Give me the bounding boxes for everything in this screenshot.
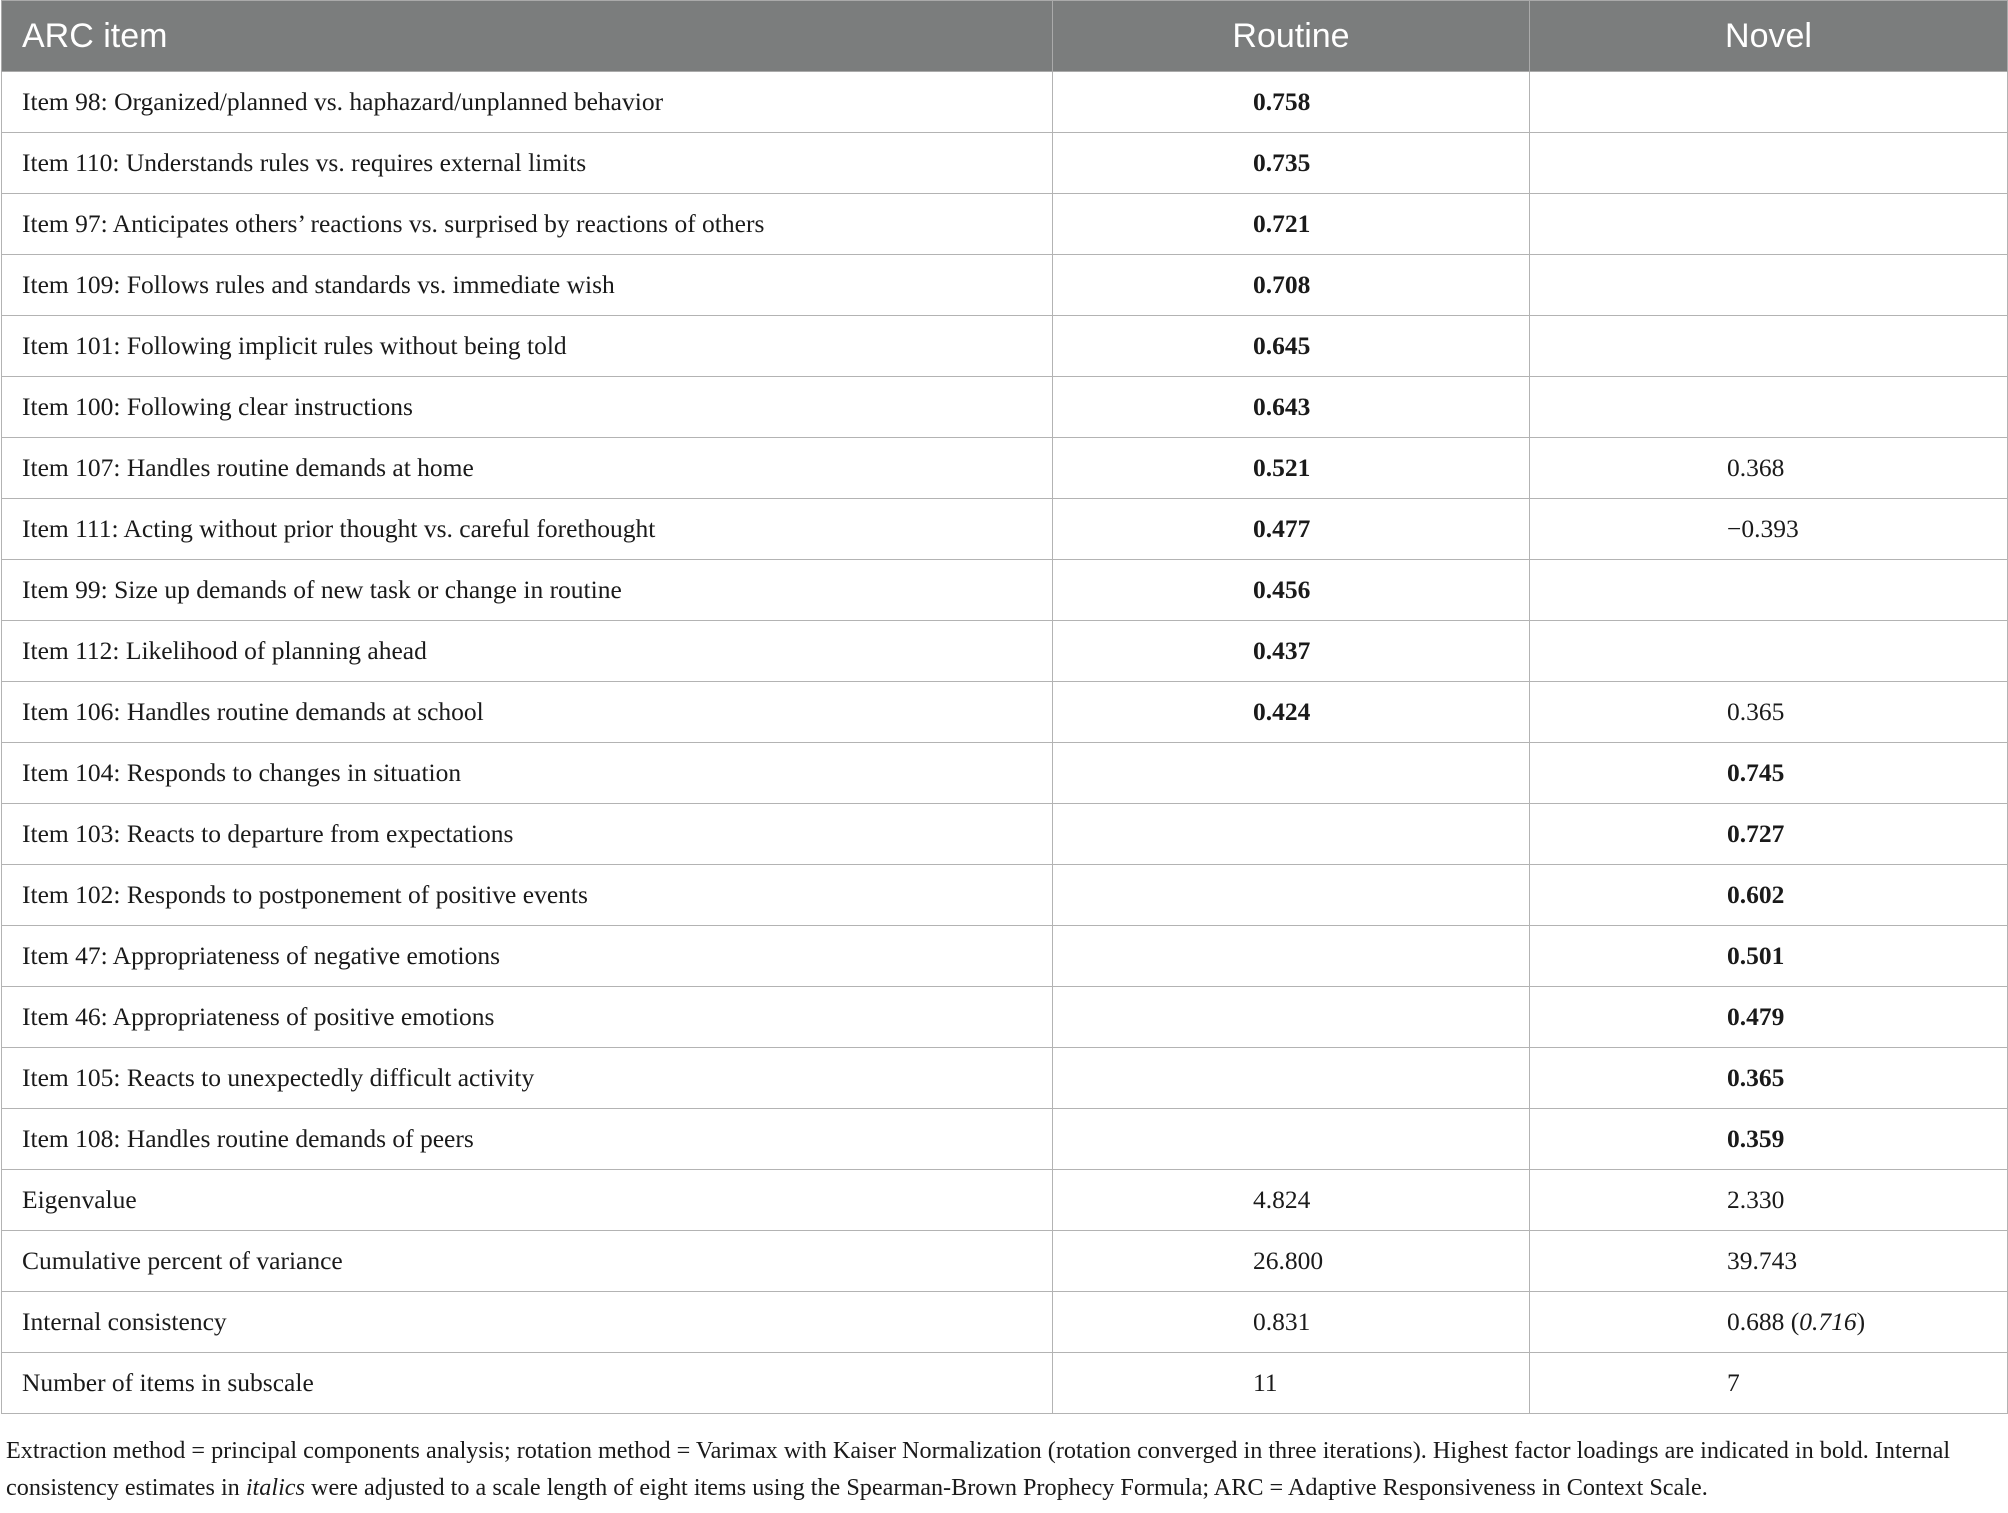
row-label: Eigenvalue — [2, 1170, 1053, 1231]
novel-value: 0.602 — [1530, 865, 2008, 926]
routine-value: 4.824 — [1053, 1170, 1530, 1231]
novel-value — [1530, 560, 2008, 621]
novel-value — [1530, 377, 2008, 438]
table-row — [2, 133, 2008, 194]
table-row — [2, 865, 2008, 926]
table-row — [2, 499, 2008, 560]
novel-value — [1530, 621, 2008, 682]
row-label: Cumulative percent of variance — [2, 1231, 1053, 1292]
row-label: Item 98: Organized/planned vs. haphazard/unplanned behavior — [2, 72, 1053, 133]
routine-value: 11 — [1053, 1353, 1530, 1414]
row-label: Number of items in subscale — [2, 1353, 1053, 1414]
row-label: Item 101: Following implicit rules without being told — [2, 316, 1053, 377]
novel-value: 39.743 — [1530, 1231, 2008, 1292]
factor-loadings-table — [1, 0, 2008, 1414]
row-label: Item 110: Understands rules vs. requires external limits — [2, 133, 1053, 194]
novel-value — [1530, 133, 2008, 194]
table-row — [2, 72, 2008, 133]
table-row — [2, 316, 2008, 377]
row-label: Item 107: Handles routine demands at home — [2, 438, 1053, 499]
routine-value — [1053, 987, 1530, 1048]
table-row — [2, 804, 2008, 865]
table-footnote — [6, 1432, 2002, 1506]
table-row — [2, 1170, 2008, 1231]
novel-value — [1530, 72, 2008, 133]
row-label: Item 106: Handles routine demands at school — [2, 682, 1053, 743]
table-row — [2, 560, 2008, 621]
row-label: Item 103: Reacts to departure from expectations — [2, 804, 1053, 865]
novel-value-adjusted: 0.716 — [1799, 1307, 1857, 1336]
routine-value: 0.437 — [1053, 621, 1530, 682]
novel-value — [1530, 255, 2008, 316]
header-row — [2, 1, 2008, 72]
novel-value: 0.479 — [1530, 987, 2008, 1048]
novel-value: 0.745 — [1530, 743, 2008, 804]
column-header-arc-item: ARC item — [2, 1, 1053, 72]
table-header — [2, 1, 2008, 72]
novel-value: 2.330 — [1530, 1170, 2008, 1231]
table-row — [2, 1048, 2008, 1109]
novel-value: 0.359 — [1530, 1109, 2008, 1170]
row-label: Item 105: Reacts to unexpectedly difficult activity — [2, 1048, 1053, 1109]
table-body — [2, 72, 2008, 1414]
routine-value: 0.645 — [1053, 316, 1530, 377]
row-label: Internal consistency — [2, 1292, 1053, 1353]
row-label: Item 102: Responds to postponement of positive events — [2, 865, 1053, 926]
routine-value — [1053, 926, 1530, 987]
routine-value — [1053, 865, 1530, 926]
table-row — [2, 743, 2008, 804]
novel-value — [1530, 316, 2008, 377]
row-label: Item 100: Following clear instructions — [2, 377, 1053, 438]
table-row — [2, 621, 2008, 682]
routine-value: 0.735 — [1053, 133, 1530, 194]
routine-value: 0.721 — [1053, 194, 1530, 255]
row-label: Item 111: Acting without prior thought vs. careful forethought — [2, 499, 1053, 560]
routine-value — [1053, 743, 1530, 804]
routine-value: 0.456 — [1053, 560, 1530, 621]
novel-value: 0.688 (0.716) — [1530, 1292, 2008, 1353]
row-label: Item 97: Anticipates others’ reactions vs. surprised by reactions of others — [2, 194, 1053, 255]
table-row — [2, 438, 2008, 499]
novel-value: 7 — [1530, 1353, 2008, 1414]
routine-value: 0.758 — [1053, 72, 1530, 133]
novel-value-main: 0.688 — [1727, 1307, 1785, 1336]
row-label: Item 99: Size up demands of new task or change in routine — [2, 560, 1053, 621]
table-row — [2, 255, 2008, 316]
footnote-italic-word: italics — [245, 1474, 305, 1501]
novel-value: 0.368 — [1530, 438, 2008, 499]
table-row — [2, 1109, 2008, 1170]
novel-value: 0.727 — [1530, 804, 2008, 865]
routine-value: 0.521 — [1053, 438, 1530, 499]
routine-value — [1053, 1048, 1530, 1109]
column-header-novel: Novel — [1530, 1, 2008, 72]
routine-value: 0.643 — [1053, 377, 1530, 438]
row-label: Item 109: Follows rules and standards vs. immediate wish — [2, 255, 1053, 316]
novel-value: −0.393 — [1530, 499, 2008, 560]
novel-value: 0.365 — [1530, 682, 2008, 743]
routine-value: 0.424 — [1053, 682, 1530, 743]
table-row — [2, 194, 2008, 255]
row-label: Item 112: Likelihood of planning ahead — [2, 621, 1053, 682]
footnote-text-end: were adjusted to a scale length of eight items using the Spearman-Brown Prophecy Formula; ARC = Adaptive Responsiveness in Context Scale. — [304, 1474, 1708, 1501]
table-row — [2, 987, 2008, 1048]
row-label: Item 46: Appropriateness of positive emotions — [2, 987, 1053, 1048]
routine-value — [1053, 804, 1530, 865]
footnote-text: Extraction method = principal components analysis; rotation method = Varimax with Kaiser Normalization (rotation converged in three iterations). Highest factor loadings are indicated in bold. Internal consistency estimates in — [6, 1437, 1951, 1501]
table-row — [2, 377, 2008, 438]
routine-value: 0.477 — [1053, 499, 1530, 560]
novel-value: 0.501 — [1530, 926, 2008, 987]
row-label: Item 104: Responds to changes in situation — [2, 743, 1053, 804]
table-row — [2, 682, 2008, 743]
routine-value: 26.800 — [1053, 1231, 1530, 1292]
routine-value — [1053, 1109, 1530, 1170]
column-header-routine: Routine — [1053, 1, 1530, 72]
routine-value: 0.831 — [1053, 1292, 1530, 1353]
novel-value: 0.365 — [1530, 1048, 2008, 1109]
novel-value — [1530, 194, 2008, 255]
routine-value: 0.708 — [1053, 255, 1530, 316]
table-row — [2, 1353, 2008, 1414]
table-row — [2, 926, 2008, 987]
row-label: Item 47: Appropriateness of negative emotions — [2, 926, 1053, 987]
table-row — [2, 1231, 2008, 1292]
table-row — [2, 1292, 2008, 1353]
row-label: Item 108: Handles routine demands of peers — [2, 1109, 1053, 1170]
